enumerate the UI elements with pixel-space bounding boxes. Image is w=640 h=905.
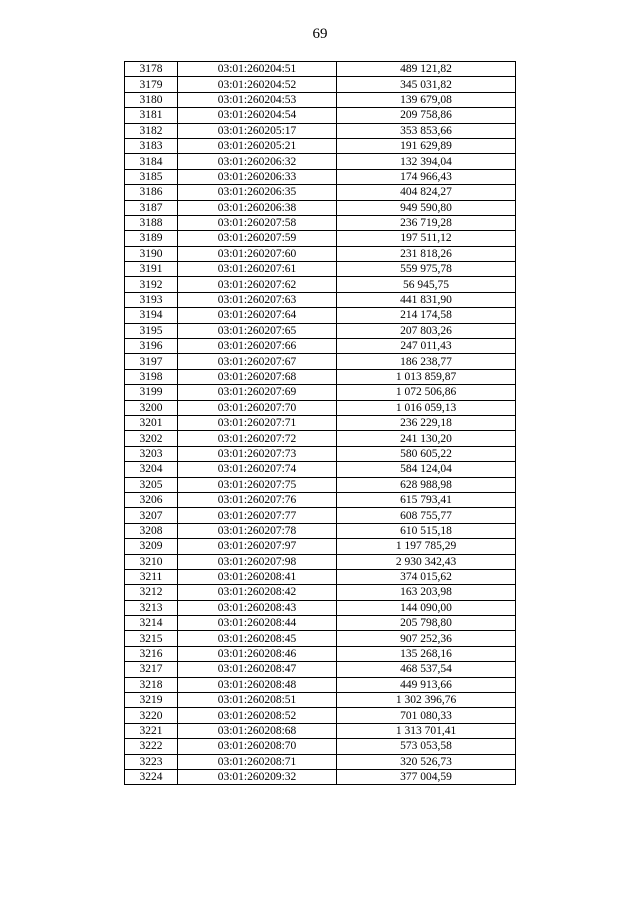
value-cell: 584 124,04: [337, 462, 516, 477]
table-row: [125, 369, 516, 384]
table-row: [125, 446, 516, 461]
table-row: [125, 400, 516, 415]
value-cell: 374 015,62: [337, 569, 516, 584]
row-number-cell: 3189: [125, 231, 178, 246]
value-cell: 628 988,98: [337, 477, 516, 492]
row-number-cell: 3197: [125, 354, 178, 369]
value-cell: 56 945,75: [337, 277, 516, 292]
value-cell: 241 130,20: [337, 431, 516, 446]
value-cell: 197 511,12: [337, 231, 516, 246]
table-row: [125, 462, 516, 477]
value-cell: 236 229,18: [337, 415, 516, 430]
cadastral-number-cell: 03:01:260207:74: [178, 462, 337, 477]
cadastral-number-cell: 03:01:260207:62: [178, 277, 337, 292]
value-cell: 701 080,33: [337, 708, 516, 723]
value-cell: 247 011,43: [337, 339, 516, 354]
table-row: [125, 292, 516, 307]
row-number-cell: 3212: [125, 585, 178, 600]
table-row: [125, 339, 516, 354]
row-number-cell: 3187: [125, 200, 178, 215]
row-number-cell: 3205: [125, 477, 178, 492]
row-number-cell: 3200: [125, 400, 178, 415]
value-cell: 214 174,58: [337, 308, 516, 323]
table-row: [125, 739, 516, 754]
row-number-cell: 3208: [125, 523, 178, 538]
cadastral-number-cell: 03:01:260209:32: [178, 769, 337, 784]
row-number-cell: 3199: [125, 385, 178, 400]
value-cell: 132 394,04: [337, 154, 516, 169]
cadastral-number-cell: 03:01:260207:63: [178, 292, 337, 307]
cadastral-number-cell: 03:01:260207:70: [178, 400, 337, 415]
value-cell: 377 004,59: [337, 769, 516, 784]
cadastral-number-cell: 03:01:260208:48: [178, 677, 337, 692]
table-row: [125, 508, 516, 523]
row-number-cell: 3201: [125, 415, 178, 430]
table-row: [125, 62, 516, 77]
row-number-cell: 3178: [125, 62, 178, 77]
cadastral-number-cell: 03:01:260208:68: [178, 723, 337, 738]
table-row: [125, 492, 516, 507]
row-number-cell: 3215: [125, 631, 178, 646]
cadastral-number-cell: 03:01:260207:75: [178, 477, 337, 492]
value-cell: 144 090,00: [337, 600, 516, 615]
row-number-cell: 3196: [125, 339, 178, 354]
cadastral-number-cell: 03:01:260206:35: [178, 185, 337, 200]
table-row: [125, 631, 516, 646]
row-number-cell: 3223: [125, 754, 178, 769]
row-number-cell: 3214: [125, 616, 178, 631]
row-number-cell: 3203: [125, 446, 178, 461]
row-number-cell: 3207: [125, 508, 178, 523]
row-number-cell: 3185: [125, 169, 178, 184]
row-number-cell: 3224: [125, 769, 178, 784]
table-row: [125, 677, 516, 692]
row-number-cell: 3202: [125, 431, 178, 446]
table-row: [125, 185, 516, 200]
cadastral-number-cell: 03:01:260208:43: [178, 600, 337, 615]
value-cell: 441 831,90: [337, 292, 516, 307]
row-number-cell: 3222: [125, 739, 178, 754]
value-cell: 345 031,82: [337, 77, 516, 92]
value-cell: 468 537,54: [337, 662, 516, 677]
row-number-cell: 3211: [125, 569, 178, 584]
value-cell: 1 197 785,29: [337, 539, 516, 554]
cadastral-number-cell: 03:01:260205:21: [178, 138, 337, 153]
value-cell: 1 302 396,76: [337, 693, 516, 708]
row-number-cell: 3188: [125, 215, 178, 230]
value-cell: 608 755,77: [337, 508, 516, 523]
page-number: 69: [312, 26, 328, 42]
row-number-cell: 3180: [125, 92, 178, 107]
table-row: [125, 723, 516, 738]
cadastral-number-cell: 03:01:260208:52: [178, 708, 337, 723]
table-row: [125, 616, 516, 631]
table-row: [125, 77, 516, 92]
value-cell: 191 629,89: [337, 138, 516, 153]
row-number-cell: 3204: [125, 462, 178, 477]
row-number-cell: 3182: [125, 123, 178, 138]
value-cell: 949 590,80: [337, 200, 516, 215]
cadastral-number-cell: 03:01:260207:69: [178, 385, 337, 400]
cadastral-number-cell: 03:01:260208:70: [178, 739, 337, 754]
row-number-cell: 3190: [125, 246, 178, 261]
table-row: [125, 246, 516, 261]
cadastral-number-cell: 03:01:260207:65: [178, 323, 337, 338]
row-number-cell: 3216: [125, 646, 178, 661]
cadastral-number-cell: 03:01:260207:66: [178, 339, 337, 354]
cadastral-number-cell: 03:01:260204:51: [178, 62, 337, 77]
row-number-cell: 3209: [125, 539, 178, 554]
value-cell: 615 793,41: [337, 492, 516, 507]
row-number-cell: 3191: [125, 262, 178, 277]
row-number-cell: 3219: [125, 693, 178, 708]
table-row: [125, 92, 516, 107]
value-cell: 207 803,26: [337, 323, 516, 338]
cadastral-number-cell: 03:01:260208:42: [178, 585, 337, 600]
value-cell: 135 268,16: [337, 646, 516, 661]
cadastral-number-cell: 03:01:260207:71: [178, 415, 337, 430]
cadastral-number-cell: 03:01:260206:33: [178, 169, 337, 184]
value-cell: 174 966,43: [337, 169, 516, 184]
cadastral-number-cell: 03:01:260206:38: [178, 200, 337, 215]
cadastral-number-cell: 03:01:260207:73: [178, 446, 337, 461]
row-number-cell: 3213: [125, 600, 178, 615]
table-row: [125, 277, 516, 292]
value-cell: 1 016 059,13: [337, 400, 516, 415]
table-row: [125, 754, 516, 769]
value-cell: 353 853,66: [337, 123, 516, 138]
table-row: [125, 477, 516, 492]
cadastral-number-cell: 03:01:260204:52: [178, 77, 337, 92]
row-number-cell: 3198: [125, 369, 178, 384]
table-row: [125, 108, 516, 123]
table-row: [125, 662, 516, 677]
row-number-cell: 3221: [125, 723, 178, 738]
row-number-cell: 3194: [125, 308, 178, 323]
value-cell: 320 526,73: [337, 754, 516, 769]
table-row: [125, 123, 516, 138]
cadastral-number-cell: 03:01:260207:59: [178, 231, 337, 246]
table-row: [125, 769, 516, 784]
cadastral-number-cell: 03:01:260208:46: [178, 646, 337, 661]
value-cell: 559 975,78: [337, 262, 516, 277]
table-row: [125, 554, 516, 569]
row-number-cell: 3186: [125, 185, 178, 200]
value-cell: 205 798,80: [337, 616, 516, 631]
cadastral-number-cell: 03:01:260207:60: [178, 246, 337, 261]
cadastral-value-table: [124, 61, 516, 785]
table-row: [125, 693, 516, 708]
table-row: [125, 262, 516, 277]
table-row: [125, 415, 516, 430]
cadastral-number-cell: 03:01:260206:32: [178, 154, 337, 169]
cadastral-number-cell: 03:01:260208:44: [178, 616, 337, 631]
table-row: [125, 600, 516, 615]
table-row: [125, 431, 516, 446]
table-row: [125, 138, 516, 153]
cadastral-number-cell: 03:01:260207:98: [178, 554, 337, 569]
row-number-cell: 3217: [125, 662, 178, 677]
value-cell: 449 913,66: [337, 677, 516, 692]
value-cell: 186 238,77: [337, 354, 516, 369]
cadastral-number-cell: 03:01:260208:51: [178, 693, 337, 708]
value-cell: 1 313 701,41: [337, 723, 516, 738]
row-number-cell: 3195: [125, 323, 178, 338]
table-row: [125, 215, 516, 230]
cadastral-number-cell: 03:01:260207:68: [178, 369, 337, 384]
value-cell: 163 203,98: [337, 585, 516, 600]
table-body: [125, 62, 516, 785]
table-row: [125, 323, 516, 338]
cadastral-number-cell: 03:01:260207:58: [178, 215, 337, 230]
cadastral-number-cell: 03:01:260205:17: [178, 123, 337, 138]
table-row: [125, 200, 516, 215]
cadastral-number-cell: 03:01:260207:77: [178, 508, 337, 523]
value-cell: 209 758,86: [337, 108, 516, 123]
row-number-cell: 3192: [125, 277, 178, 292]
table-row: [125, 308, 516, 323]
row-number-cell: 3210: [125, 554, 178, 569]
row-number-cell: 3206: [125, 492, 178, 507]
value-cell: 489 121,82: [337, 62, 516, 77]
row-number-cell: 3218: [125, 677, 178, 692]
table-row: [125, 169, 516, 184]
cadastral-number-cell: 03:01:260208:45: [178, 631, 337, 646]
table-row: [125, 231, 516, 246]
cadastral-number-cell: 03:01:260204:54: [178, 108, 337, 123]
value-cell: 1 013 859,87: [337, 369, 516, 384]
row-number-cell: 3183: [125, 138, 178, 153]
table-row: [125, 154, 516, 169]
row-number-cell: 3193: [125, 292, 178, 307]
cadastral-number-cell: 03:01:260207:67: [178, 354, 337, 369]
value-cell: 236 719,28: [337, 215, 516, 230]
cadastral-number-cell: 03:01:260208:47: [178, 662, 337, 677]
table-row: [125, 646, 516, 661]
value-cell: 580 605,22: [337, 446, 516, 461]
value-cell: 610 515,18: [337, 523, 516, 538]
cadastral-number-cell: 03:01:260207:72: [178, 431, 337, 446]
cadastral-number-cell: 03:01:260207:61: [178, 262, 337, 277]
value-cell: 139 679,08: [337, 92, 516, 107]
value-cell: 231 818,26: [337, 246, 516, 261]
row-number-cell: 3179: [125, 77, 178, 92]
cadastral-number-cell: 03:01:260207:76: [178, 492, 337, 507]
cadastral-number-cell: 03:01:260207:64: [178, 308, 337, 323]
value-cell: 1 072 506,86: [337, 385, 516, 400]
value-cell: 573 053,58: [337, 739, 516, 754]
row-number-cell: 3181: [125, 108, 178, 123]
table-row: [125, 354, 516, 369]
table-row: [125, 569, 516, 584]
row-number-cell: 3220: [125, 708, 178, 723]
cadastral-number-cell: 03:01:260207:97: [178, 539, 337, 554]
value-cell: 404 824,27: [337, 185, 516, 200]
table-row: [125, 385, 516, 400]
cadastral-number-cell: 03:01:260208:71: [178, 754, 337, 769]
table-row: [125, 539, 516, 554]
table-row: [125, 585, 516, 600]
cadastral-number-cell: 03:01:260204:53: [178, 92, 337, 107]
cadastral-number-cell: 03:01:260208:41: [178, 569, 337, 584]
table-row: [125, 708, 516, 723]
value-cell: 907 252,36: [337, 631, 516, 646]
table-row: [125, 523, 516, 538]
cadastral-number-cell: 03:01:260207:78: [178, 523, 337, 538]
row-number-cell: 3184: [125, 154, 178, 169]
value-cell: 2 930 342,43: [337, 554, 516, 569]
